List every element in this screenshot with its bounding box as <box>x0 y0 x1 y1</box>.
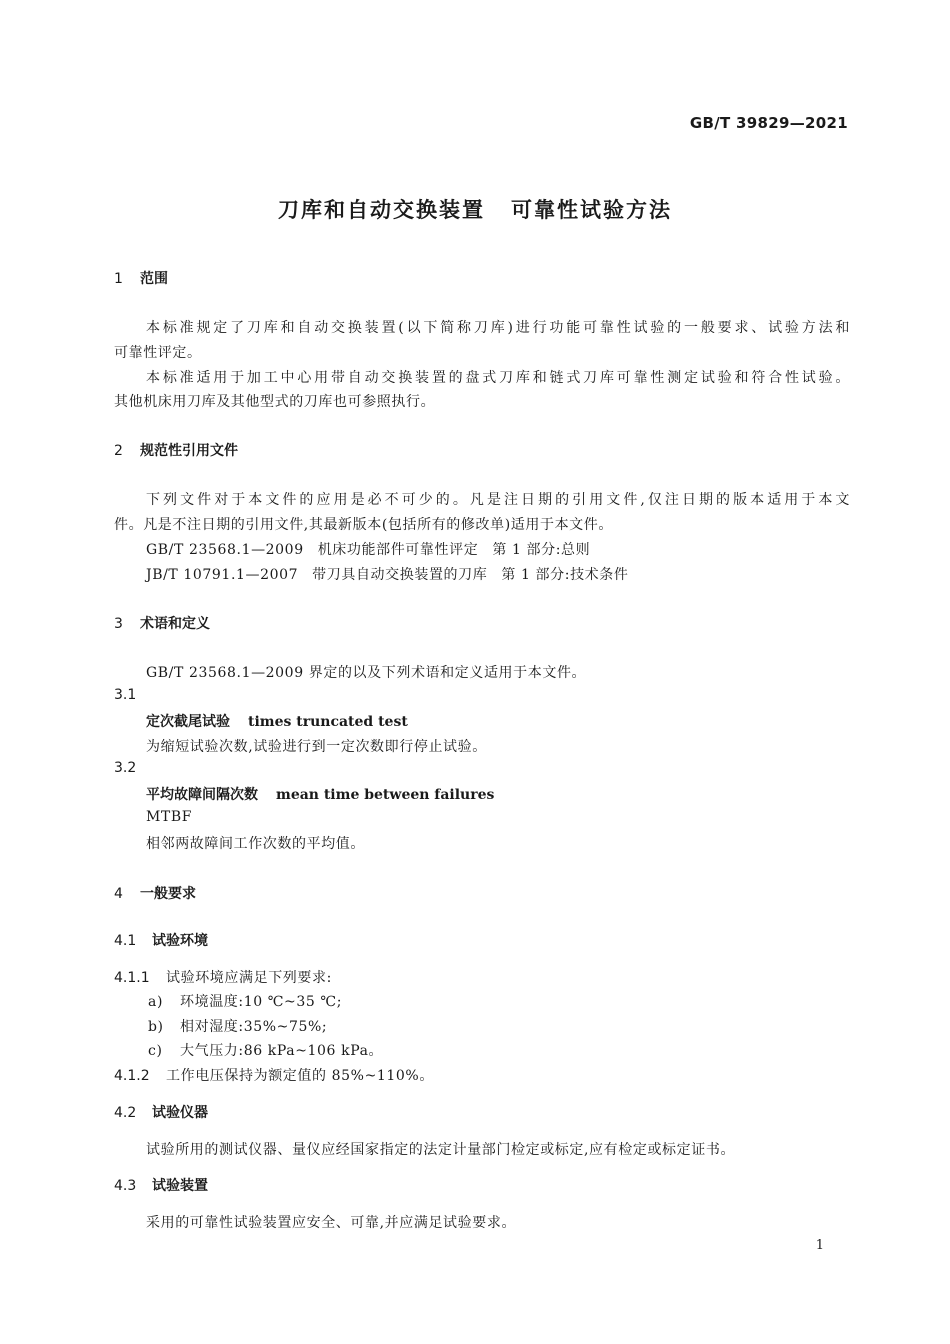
page-number: 1 <box>815 1238 824 1253</box>
s42-text: 试验所用的测试仪器、量仪应经国家指定的法定计量部门检定或标定,应有检定或标定证书。 <box>146 1142 736 1158</box>
standard-number: GB/T 39829—2021 <box>689 114 848 132</box>
section-4-1-heading: 4.1 试验环境 <box>114 933 208 949</box>
list-item-b: b) 相对湿度:35%~75%; <box>148 1019 328 1035</box>
s2-para-line-2: 件。凡是不注日期的引用文件,其最新版本(包括所有的修改单)适用于本文件。 <box>114 517 613 533</box>
s2-para-line-1: 下列文件对于本文件的应用是必不可少的。凡是注日期的引用文件,仅注日期的版本适用于本文 <box>146 492 850 508</box>
clause-4-1-1: 4.1.1 试验环境应满足下列要求: <box>114 970 332 986</box>
s1-para-2-line-2: 其他机床用刀库及其他型式的刀库也可参照执行。 <box>114 394 436 410</box>
section-4-heading: 4 一般要求 <box>114 886 196 902</box>
term-2-definition: 相邻两故障间工作次数的平均值。 <box>146 836 365 852</box>
list-item-a: a) 环境温度:10 ℃~35 ℃; <box>148 994 343 1010</box>
title-part-2: 可靠性试验方法 <box>511 198 672 222</box>
term-2-abbreviation: MTBF <box>146 809 193 825</box>
section-4-3-heading: 4.3 试验装置 <box>114 1178 208 1194</box>
s43-text: 采用的可靠性试验装置应安全、可靠,并应满足试验要求。 <box>146 1215 517 1231</box>
s3-intro: GB/T 23568.1—2009 界定的以及下列术语和定义适用于本文件。 <box>146 665 587 681</box>
term-2: 平均故障间隔次数 mean time between failures <box>146 787 495 803</box>
reference-1: GB/T 23568.1—2009 机床功能部件可靠性评定 第 1 部分:总则 <box>146 542 591 558</box>
term-2-number: 3.2 <box>114 760 137 776</box>
s1-para-1-line-1: 本标准规定了刀库和自动交换装置(以下简称刀库)进行功能可靠性试验的一般要求、试验方法和 <box>146 320 850 336</box>
list-item-c: c) 大气压力:86 kPa~106 kPa。 <box>148 1043 384 1059</box>
term-1: 定次截尾试验 times truncated test <box>146 714 408 730</box>
section-1-heading: 1 范围 <box>114 271 168 287</box>
section-3-heading: 3 术语和定义 <box>114 616 210 632</box>
reference-2: JB/T 10791.1—2007 带刀具自动交换装置的刀库 第 1 部分:技术条件 <box>146 567 629 583</box>
section-2-heading: 2 规范性引用文件 <box>114 443 238 459</box>
document-title <box>0 194 950 224</box>
term-1-number: 3.1 <box>114 687 137 703</box>
term-1-definition: 为缩短试验次数,试验进行到一定次数即行停止试验。 <box>146 739 487 755</box>
section-4-2-heading: 4.2 试验仪器 <box>114 1105 208 1121</box>
s1-para-1-line-2: 可靠性评定。 <box>114 345 202 361</box>
clause-4-1-2: 4.1.2 工作电压保持为额定值的 85%~110%。 <box>114 1068 434 1084</box>
s1-para-2-line-1: 本标准适用于加工中心用带自动交换装置的盘式刀库和链式刀库可靠性测定试验和符合性试验。 <box>146 370 850 386</box>
title-part-1: 刀库和自动交换装置 <box>278 198 485 222</box>
